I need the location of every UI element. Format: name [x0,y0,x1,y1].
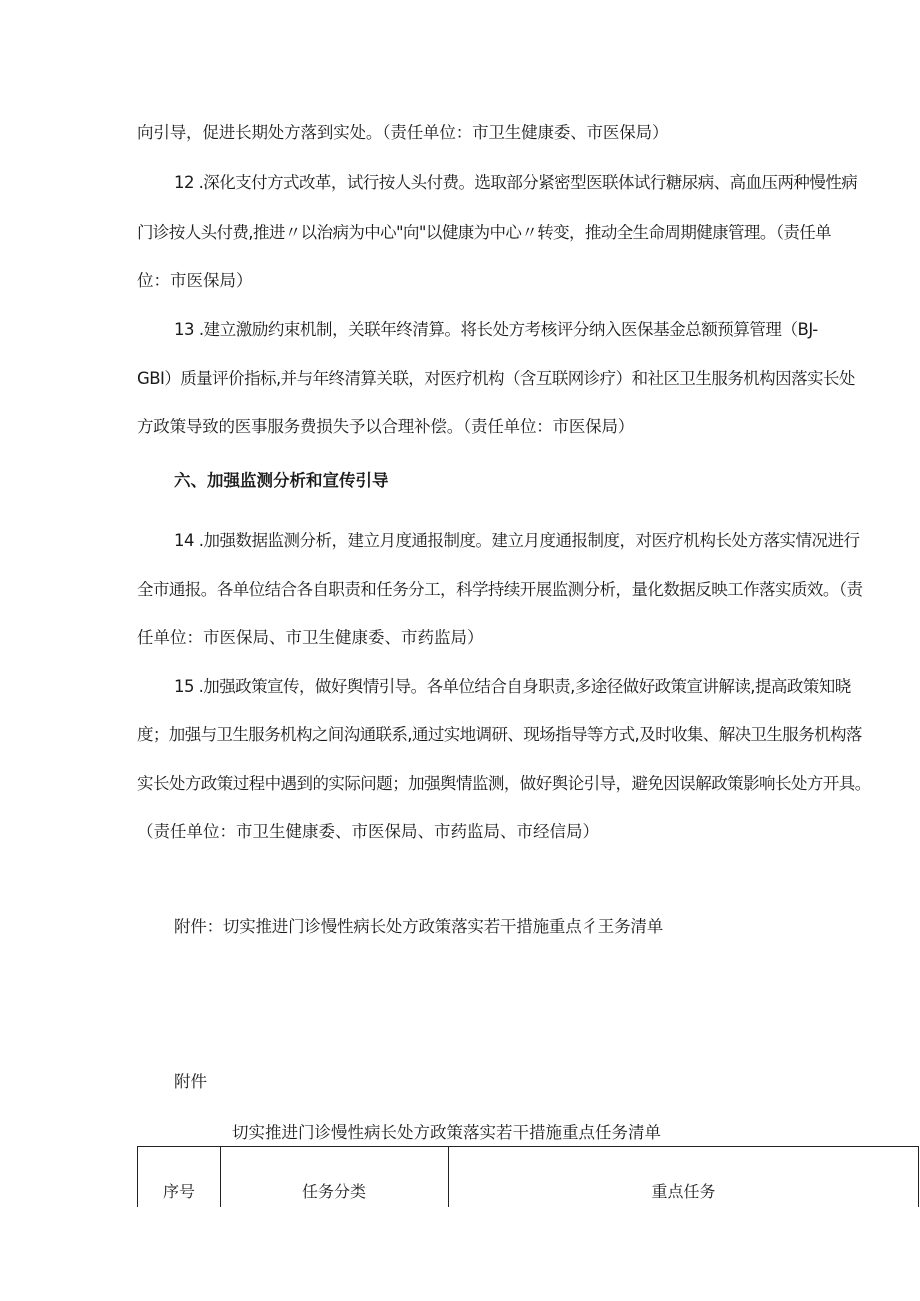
paragraph-line: 14 .加强数据监测分析，建立月度通报制度。建立月度通报制度，对医疗机构长处方落实情况进行 [174,531,860,550]
attachment-note: 附件：切实推进门诊慢性病长处方政策落实若干措施重点彳王务清单 [174,917,664,936]
paragraph-line: 全市通报。各单位结合各自职责和任务分工，科学持续开展监测分析，量化数据反映工作落实质效。（责 [137,580,863,599]
header-seq: 序号 [162,1182,195,1201]
task-table [137,1146,919,1207]
paragraph-line: 度；加强与卫生服务机构之间沟通联系,通过实地调研、现场指导等方式,及时收集、解决卫生服务机构落 [137,725,862,744]
paragraph-line: 向引导，促进长期处方落到实处。（责任单位：市卫生健康委、市医保局） [137,123,669,142]
table-header-cell [220,1147,449,1207]
header-category: 任务分类 [301,1182,366,1201]
paragraph-line: 门诊按人头付费,推进〃以治病为中心"向"以健康为中心〃转变，推动全生命周期健康管理。（责任单 [137,223,832,242]
attachment-label: 附件 [174,1072,207,1091]
paragraph-line: 12 .深化支付方式改革，试行按人头付费。选取部分紧密型医联体试行糖尿病、高血压两种慢性病 [174,173,858,192]
table-header-cell [138,1147,221,1207]
table-title: 切实推进门诊慢性病长处方政策落实若干措施重点任务清单 [232,1123,661,1142]
paragraph-line: 位：市医保局） [137,271,253,290]
paragraph-line: 13 .建立激励约束机制，关联年终清算。将长处方考核评分纳入医保基金总额预算管理（BJ- [174,320,818,339]
paragraph-line: 15 .加强政策宣传，做好舆情引导。各单位结合自身职责,多途径做好政策宣讲解读,提高政策知晓 [174,677,851,696]
table-header-cell [449,1147,918,1207]
paragraph-line: 任单位：市医保局、市卫生健康委、市药监局） [137,628,484,647]
paragraph-line: 方政策导致的医事服务费损失予以合理补偿。（责任单位：市医保局） [137,417,635,436]
section-heading: 六、加强监测分析和宣传引导 [174,471,389,490]
header-task: 重点任务 [651,1182,716,1201]
paragraph-line: 实长处方政策过程中遇到的实际问题；加强舆情监测，做好舆论引导，避免因误解政策影响长处方开具。 [137,774,871,793]
paragraph-line: GBI）质量评价指标,并与年终清算关联，对医疗机构（含互联网诊疗）和社区卫生服务机构因落实长处 [137,369,855,388]
paragraph-line: （责任单位：市卫生健康委、市医保局、市药监局、市经信局） [137,822,599,841]
